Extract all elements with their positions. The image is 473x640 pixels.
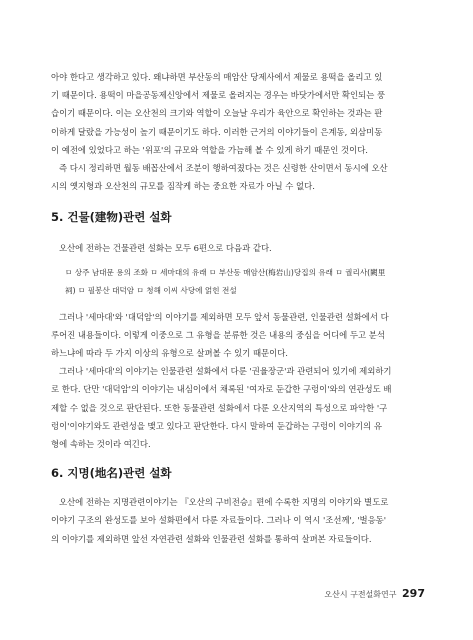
text-line: 그러나 '세마대'와 '대덕암'의 이야기를 제외하면 모두 앞서 동물관련, 인물관련 설화에서 다 (59, 311, 389, 322)
text-line: 그러나 '세마대'의 이야기는 인물관련 설화에서 다룬 '권율장군'과 관련되어 있기에 제외하기 (59, 366, 392, 377)
paragraph-2 (51, 239, 423, 257)
text-line: 로 한다. 단만 '대덕암'의 이야기는 내심이에서 채록된 '여자로 둔갑한 구렁이'와의 연관성도 배 (51, 384, 392, 395)
text-line: 시의 옛지형과 오산천의 규모를 짐작케 하는 중요한 자료가 아닐 수 없다. (51, 181, 315, 192)
section-heading-6: 6. 지명(地名)관련 설화 (51, 466, 172, 481)
text-line: 오산에 전하는 지명관련이야기는 『오산의 구비전승』편에 수록한 지명의 이야기와 별도로 (59, 497, 389, 508)
page-number: 297 (402, 587, 425, 600)
text-line: 이 예전에 있었다고 하는 '위포'의 규모와 역할을 가늠해 볼 수 있게 하기 때문인 것이다. (51, 144, 368, 155)
text-line: 하느냐에 따라 두 가지 이상의 유형으로 살펴볼 수 있기 때문이다. (51, 348, 288, 359)
text-line: 의 이야기를 제외하면 앞선 자연관련 설화와 인물관련 설화를 통하여 살펴본 자료들이다. (51, 533, 372, 544)
paragraph-3 (51, 308, 423, 454)
text-line: 오산에 전하는 건물관련 설화는 모두 6편으로 다음과 같다. (59, 243, 272, 254)
text-line: 루어진 내용들이다. 이렇게 이중으로 그 유형을 분류한 것은 내용의 중심을 어디에 두고 분석 (51, 329, 385, 340)
section-heading-5: 5. 건물(建物)관련 설화 (51, 210, 172, 225)
text-line: 제할 수 없을 것으로 판단된다. 또한 동물관련 설화에서 다룬 오산지역의 특성으로 파악한 '구 (51, 402, 388, 413)
text-line: 아야 한다고 생각하고 있다. 왜냐하면 부산동의 매암산 당제사에서 제물로 용떡을 올리고 있 (51, 72, 383, 82)
page-body (51, 68, 423, 548)
building-tale-list (65, 264, 423, 300)
text-line: 이하게 달랐을 가능성이 높기 때문이기도 하다. 이러한 근거의 이야기들이 은계동, 외삼미동 (51, 126, 383, 137)
page-footer (324, 587, 425, 600)
text-line: 형에 속하는 것이라 여긴다. (51, 439, 151, 450)
text-line: 기 때문이다. 용떡이 마을공동제신앙에서 제물로 올려지는 경우는 바닷가에서만 확인되는 풍 (51, 90, 386, 101)
paragraph-4 (51, 493, 423, 548)
text-line: 렁이'이야기와도 관련성을 맺고 있다고 판단한다. 다시 말하여 둔갑하는 구렁이 이야기의 유 (51, 420, 382, 431)
text-line: 이야기 구조의 완성도를 보아 설화편에서 다룬 자료들이다. 그러나 이 역시 '조선께', '벌응동' (51, 515, 387, 526)
text-line: 습이기 때문이다. 이는 오산천의 크기와 역할이 오늘날 우리가 육안으로 확인하는 것과는 판 (51, 108, 383, 119)
list-item: ㅁ 상주 남대문 용의 조화 ㅁ 세마대의 유래 ㅁ 부산동 매암산(梅岩山)당집의 유래 ㅁ 궐리사(闕里 (65, 267, 386, 277)
paragraph-1 (51, 68, 423, 195)
text-line: 즉 다시 정리하면 월동 배꼽산에서 조분이 행하여졌다는 것은 신령한 산이면서 동시에 오산 (59, 163, 388, 174)
list-item: 祠) ㅁ 필봉산 대덕암 ㅁ 청해 이씨 사당에 얽힌 전설 (65, 285, 237, 295)
running-title: 오산시 구전설화연구 (324, 590, 397, 599)
